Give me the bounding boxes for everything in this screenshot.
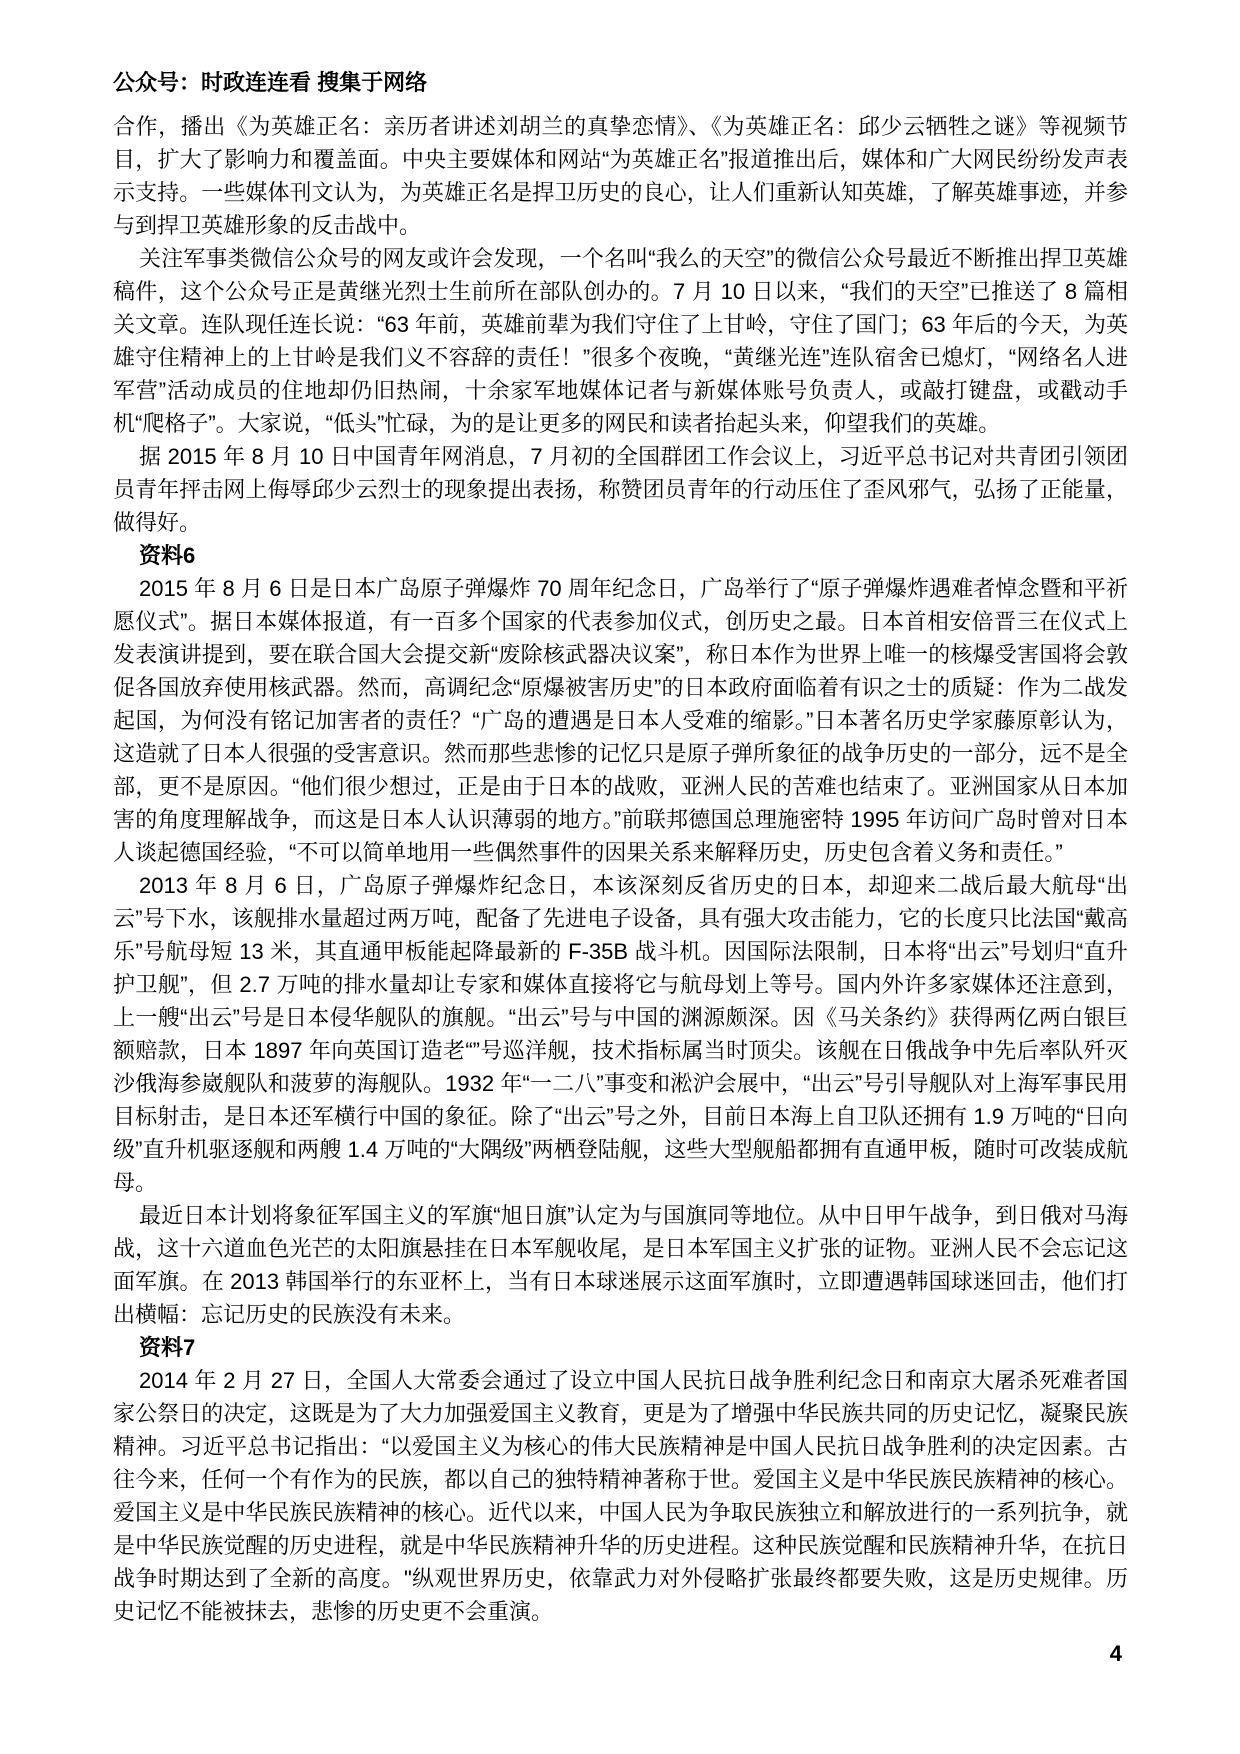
paragraph-youth-network: 据 2015 年 8 月 10 日中国青年网消息，7 月初的全国群团工作会议上，习近平总书记对共青团引领团员青年抨击网上侮辱邱少云烈士的现象提出表扬，称赞团员青年的行动压住了歪风邪气，弘扬了正能量，做得好。 <box>113 444 1128 535</box>
page-number: 4 <box>1109 1641 1122 1666</box>
doc-header: 公众号：时政连连看 搜集于网络 <box>113 70 428 95</box>
paragraph-izumo-carrier: 2013 年 8 月 6 日，广岛原子弹爆炸纪念日，本该深刻反省历史的日本，却迎来二战后最大航母“出云”号下水，该舰排水量超过两万吨，配备了先进电子设备，具有强大攻击能力，它的长度只比法国“戴高乐”号航母短 13 米，其直通甲板能起降最新的 F-35B 战斗机。因国际法限制，日本将“出云”号划归“直升护卫舰”，但 2.7 万吨的排水量却让专家和媒体直接将它与航母划上等号。国内外许多家媒体还注意到，上一艘“出云”号是日本侵华舰队的旗舰。“出云”号与中国的渊源颇深。因《马关条约》获得两亿两白银巨额赔款，日本 1897 年向英国订造老“”号巡洋舰，技术指标属当时顶尖。该舰在日俄战争中先后率队歼灭沙俄海参崴舰队和菠萝的海舰队。1932 年“一二八”事变和淞沪会展中，“出云”号引导舰队对上海军事民用目标射击，是日本还军横行中国的象征。除了“出云”号之外，目前日本海上自卫队还拥有 1.9 万吨的“日向级”直升机驱逐舰和两艘 1.4 万吨的“大隅级”两栖登陆舰，这些大型舰船都拥有直通甲板，随时可改装成航母。 <box>113 873 1128 1195</box>
paragraph-rising-sun-flag: 最近日本计划将象征军国主义的军旗“旭日旗”认定为与国旗同等地位。从中日甲午战争，到日俄对马海战，这十六道血色光芒的太阳旗悬挂在日本军舰收尾，是日本军国主义扩张的证物。亚洲人民不会忘记这面军旗。在 2013 韩国举行的东亚杯上，当有日本球迷展示这面军旗时，立即遭遇韩国球迷回击，他们打出横幅：忘记历史的民族没有未来。 <box>113 1203 1128 1327</box>
paragraph-national-memorial-day: 2014 年 2 月 27 日，全国人大常委会通过了设立中国人民抗日战争胜利纪念日和南京大屠杀死难者国家公祭日的决定，这既是为了大力加强爱国主义教育，更是为了增强中华民族共同的历史记忆，凝聚民族精神。习近平总书记指出：“以爱国主义为核心的伟大民族精神是中国人民抗日战争胜利的决定因素。古往今来，任何一个有作为的民族，都以自己的独特精神著称于世。爱国主义是中华民族民族精神的核心。爱国主义是中华民族民族精神的核心。近代以来，中国人民为争取民族独立和解放进行的一系列抗争，就是中华民族觉醒的历史进程，就是中华民族精神升华的历史进程。这种民族觉醒和民族精神升华，在抗日战争时期达到了全新的高度。"纵观世界历史，依靠武力对外侵略扩张最终都要失败，这是历史规律。历史记忆不能被抹去，悲惨的历史更不会重演。 <box>113 1368 1128 1624</box>
paragraph-continuation: 合作，播出《为英雄正名：亲历者讲述刘胡兰的真挚恋情》、《为英雄正名：邱少云牺牲之谜》等视频节目，扩大了影响力和覆盖面。中央主要媒体和网站“为英雄正名”报道推出后，媒体和广大网民纷纷发声表示支持。一些媒体刊文认为，为英雄正名是捍卫历史的良心，让人们重新认知英雄，了解英雄事迹，并参与到捍卫英雄形象的反击战中。 <box>113 114 1128 238</box>
section-heading-ziliao-6: 资料6 <box>139 543 196 568</box>
paragraph-weixin-account: 关注军事类微信公众号的网友或许会发现，一个名叫“我么的天空”的微信公众号最近不断推出捍卫英雄稿件，这个公众号正是黄继光烈士生前所在部队创办的。7 月 10 日以来，“我们的天空”已推送了 8 篇相关文章。连队现任连长说：“63 年前，英雄前辈为我们守住了上甘岭，守住了国门；63 年后的今天，为英雄守住精神上的上甘岭是我们义不容辞的责任！”很多个夜晚，“黄继光连”连队宿舍已熄灯，“网络名人进军营”活动成员的住地却仍旧热闹，十余家军地媒体记者与新媒体账号负责人，或敲打键盘，或戳动手机“爬格子”。大家说，“低头”忙碌，为的是让更多的网民和读者抬起头来，仰望我们的英雄。 <box>113 246 1128 436</box>
section-heading-ziliao-7: 资料7 <box>139 1335 196 1360</box>
paragraph-hiroshima-70th: 2015 年 8 月 6 日是日本广岛原子弹爆炸 70 周年纪念日，广岛举行了“原子弹爆炸遇难者悼念暨和平祈愿仪式”。据日本媒体报道，有一百多个国家的代表参加仪式，创历史之最。日本首相安倍晋三在仪式上发表演讲提到，要在联合国大会提交新“废除核武器决议案”，称日本作为世界上唯一的核爆受害国将会敦促各国放弃使用核武器。然而，高调纪念“原爆被害历史”的日本政府面临着有识之士的质疑：作为二战发起国，为何没有铭记加害者的责任？“广岛的遭遇是日本人受难的缩影。”日本著名历史学家藤原彰认为，这造就了日本人很强的受害意识。然而那些悲惨的记忆只是原子弹所象征的战争历史的一部分，远不是全部，更不是原因。“他们很少想过，正是由于日本的战败，亚洲人民的苦难也结束了。亚洲国家从日本加害的角度理解战争，而这是日本人认识薄弱的地方。”前联邦德国总理施密特 1995 年访问广岛时曾对日本人谈起德国经验，“不可以简单地用一些偶然事件的因果关系来解释历史，历史包含着义务和责任。” <box>113 576 1128 865</box>
